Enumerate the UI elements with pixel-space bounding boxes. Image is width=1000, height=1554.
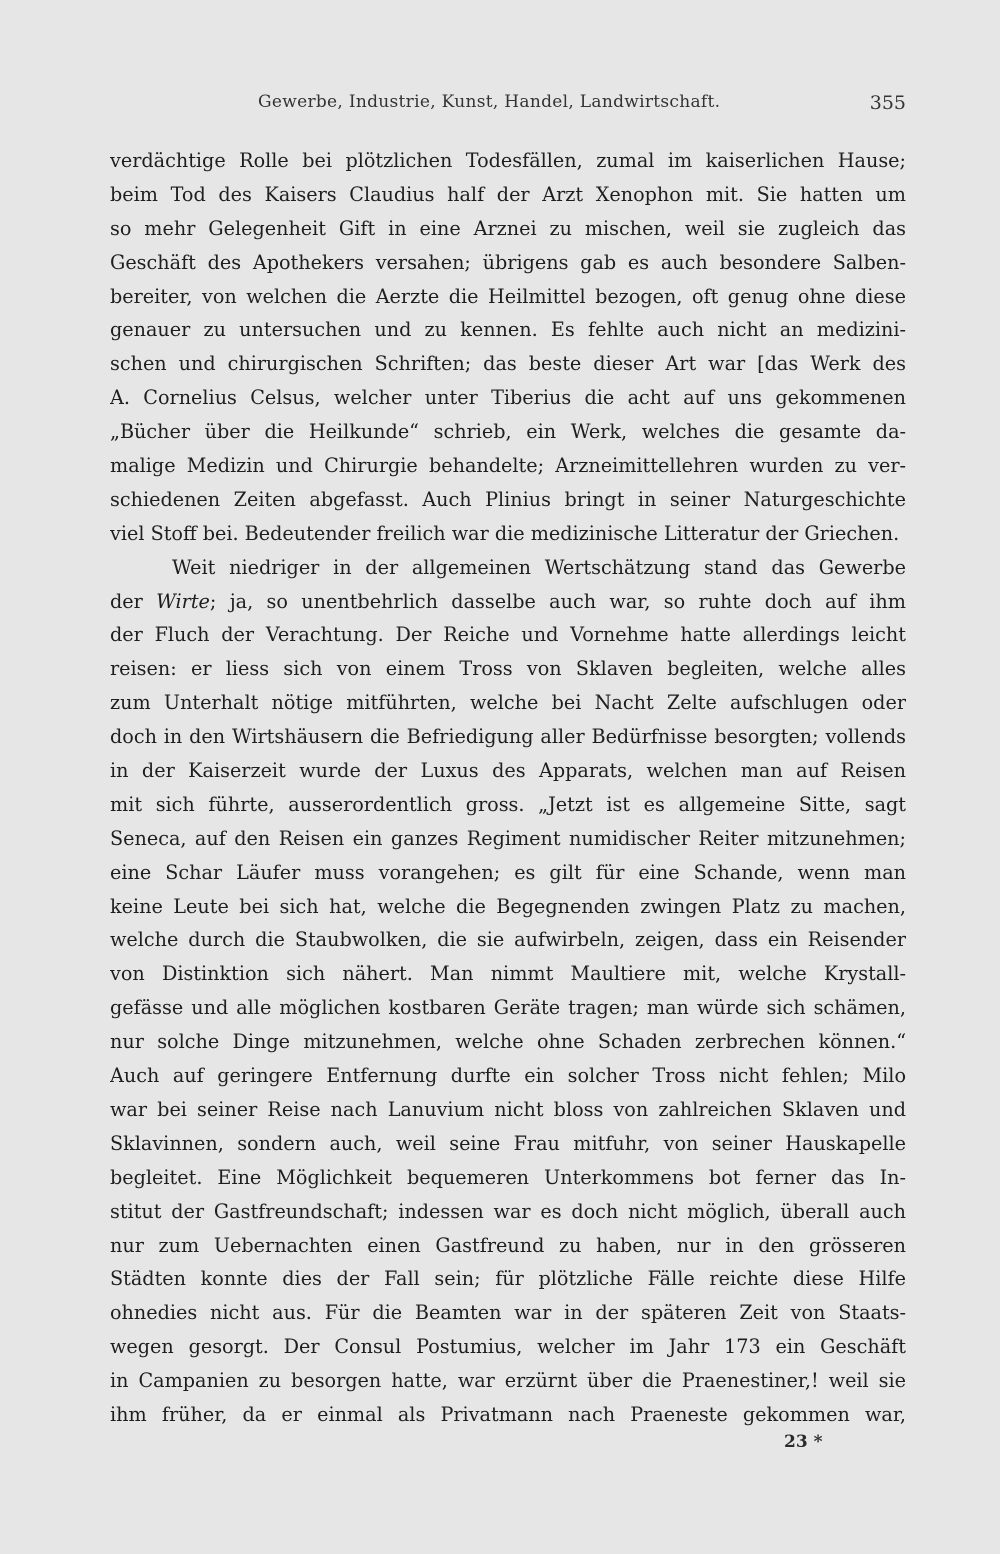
text-line: der Fluch der Verachtung. Der Reiche und Vornehme hatte allerdings leicht (110, 623, 906, 647)
text-line: schen und chirurgischen Schriften; das beste dieser Art war [das Werk des (110, 352, 906, 376)
text-line: viel Stoff bei. Bedeutender freilich war die medizinische Litteratur der Griechen. (110, 521, 900, 545)
text-line: beim Tod des Kaisers Claudius half der Arzt Xenophon mit. Sie hatten um (110, 182, 906, 206)
text-line: Auch auf geringere Entfernung durfte ein solcher Tross nicht fehlen; Milo (110, 1064, 906, 1088)
text-line: bereiter, von welchen die Aerzte die Heilmittel bezogen, oft genug ohne diese (110, 284, 906, 308)
text-line: von Distinktion sich nähert. Man nimmt Maultiere mit, welche Krystall- (110, 962, 906, 986)
text-line: zum Unterhalt nötige mitführten, welche bei Nacht Zelte aufschlugen oder (110, 691, 906, 715)
text-line: nur zum Uebernachten einen Gastfreund zu haben, nur in den grösseren (110, 1233, 906, 1257)
paragraph-start-line: Weit niedriger in der allgemeinen Wertschätzung stand das Gewerbe (172, 555, 906, 579)
text-line: mit sich führte, ausserordentlich gross. „Jetzt ist es allgemeine Sitte, sagt (110, 792, 906, 816)
text-line: ohnedies nicht aus. Für die Beamten war in der späteren Zeit von Staats- (110, 1301, 906, 1325)
text-line: malige Medizin und Chirurgie behandelte; Arzneimittellehren wurden zu ver- (110, 454, 906, 478)
page-number: 355 (869, 92, 906, 114)
text-line: verdächtige Rolle bei plötzlichen Todesfällen, zumal im kaiserlichen Hause; (110, 149, 906, 172)
text-line: war bei seiner Reise nach Lanuvium nicht bloss von zahlreichen Sklaven und (110, 1097, 906, 1121)
text-line: „Bücher über die Heilkunde“ schrieb, ein Werk, welches die gesamte da- (110, 420, 906, 444)
text-line: reisen: er liess sich von einem Tross von Sklaven begleiten, welche alles (110, 657, 906, 681)
text-line: gefässe und alle möglichen kostbaren Geräte tragen; man würde sich schämen, (110, 996, 906, 1020)
text-line: A. Cornelius Celsus, welcher unter Tiberius die acht auf uns gekommenen (110, 386, 906, 410)
text-line: Städten konnte dies der Fall sein; für plötzliche Fälle reichte diese Hilfe (110, 1267, 906, 1291)
text-line: in Campanien zu besorgen hatte, war erzürnt über die Praenestiner,! weil sie (110, 1369, 906, 1393)
text-line-with-italic: der Wirte; ja, so unentbehrlich dasselbe auch war, so ruhte doch auf ihm (110, 589, 906, 613)
text-line: Geschäft des Apothekers versahen; übrigens gab es auch besondere Salben- (110, 250, 906, 274)
body-text (110, 144, 906, 1432)
text-line: ihm früher, da er einmal als Privatmann nach Praeneste gekommen war, (110, 1402, 906, 1426)
text-line: keine Leute bei sich hat, welche die Begegnenden zwingen Platz zu machen, (110, 894, 906, 918)
text-line: begleitet. Eine Möglichkeit bequemeren Unterkommens bot ferner das In- (110, 1165, 906, 1189)
text-line: nur solche Dinge mitzunehmen, welche ohne Schaden zerbrechen können.“ (110, 1030, 906, 1054)
text-line: stitut der Gastfreundschaft; indessen war es doch nicht möglich, überall auch (110, 1199, 906, 1223)
text-line: so mehr Gelegenheit Gift in eine Arznei zu mischen, weil sie zugleich das (110, 216, 906, 240)
italic-word: Wirte (156, 589, 210, 613)
text-line: eine Schar Läufer muss vorangehen; es gilt für eine Schande, wenn man (110, 860, 906, 884)
text-line: schiedenen Zeiten abgefasst. Auch Plinius bringt in seiner Naturgeschichte (110, 487, 906, 511)
text-line: Sklavinnen, sondern auch, weil seine Frau mitfuhr, von seiner Hauskapelle (110, 1131, 906, 1155)
text-line: doch in den Wirtshäusern die Befriedigung aller Bedürfnisse besorgten; vollends (110, 725, 906, 749)
text-line: in der Kaiserzeit wurde der Luxus des Apparats, welchen man auf Reisen (110, 759, 906, 783)
running-title: Gewerbe, Industrie, Kunst, Handel, Landwirtschaft. (258, 92, 721, 112)
text-line: genauer zu untersuchen und zu kennen. Es fehlte auch nicht an medizini- (110, 318, 906, 342)
signature-mark: 23 * (784, 1432, 823, 1452)
text-line: welche durch die Staubwolken, die sie aufwirbeln, zeigen, dass ein Reisender (110, 928, 906, 952)
text-line: Seneca, auf den Reisen ein ganzes Regiment numidischer Reiter mitzunehmen; (110, 826, 906, 850)
text-line: wegen gesorgt. Der Consul Postumius, welcher im Jahr 173 ein Geschäft (110, 1335, 906, 1359)
